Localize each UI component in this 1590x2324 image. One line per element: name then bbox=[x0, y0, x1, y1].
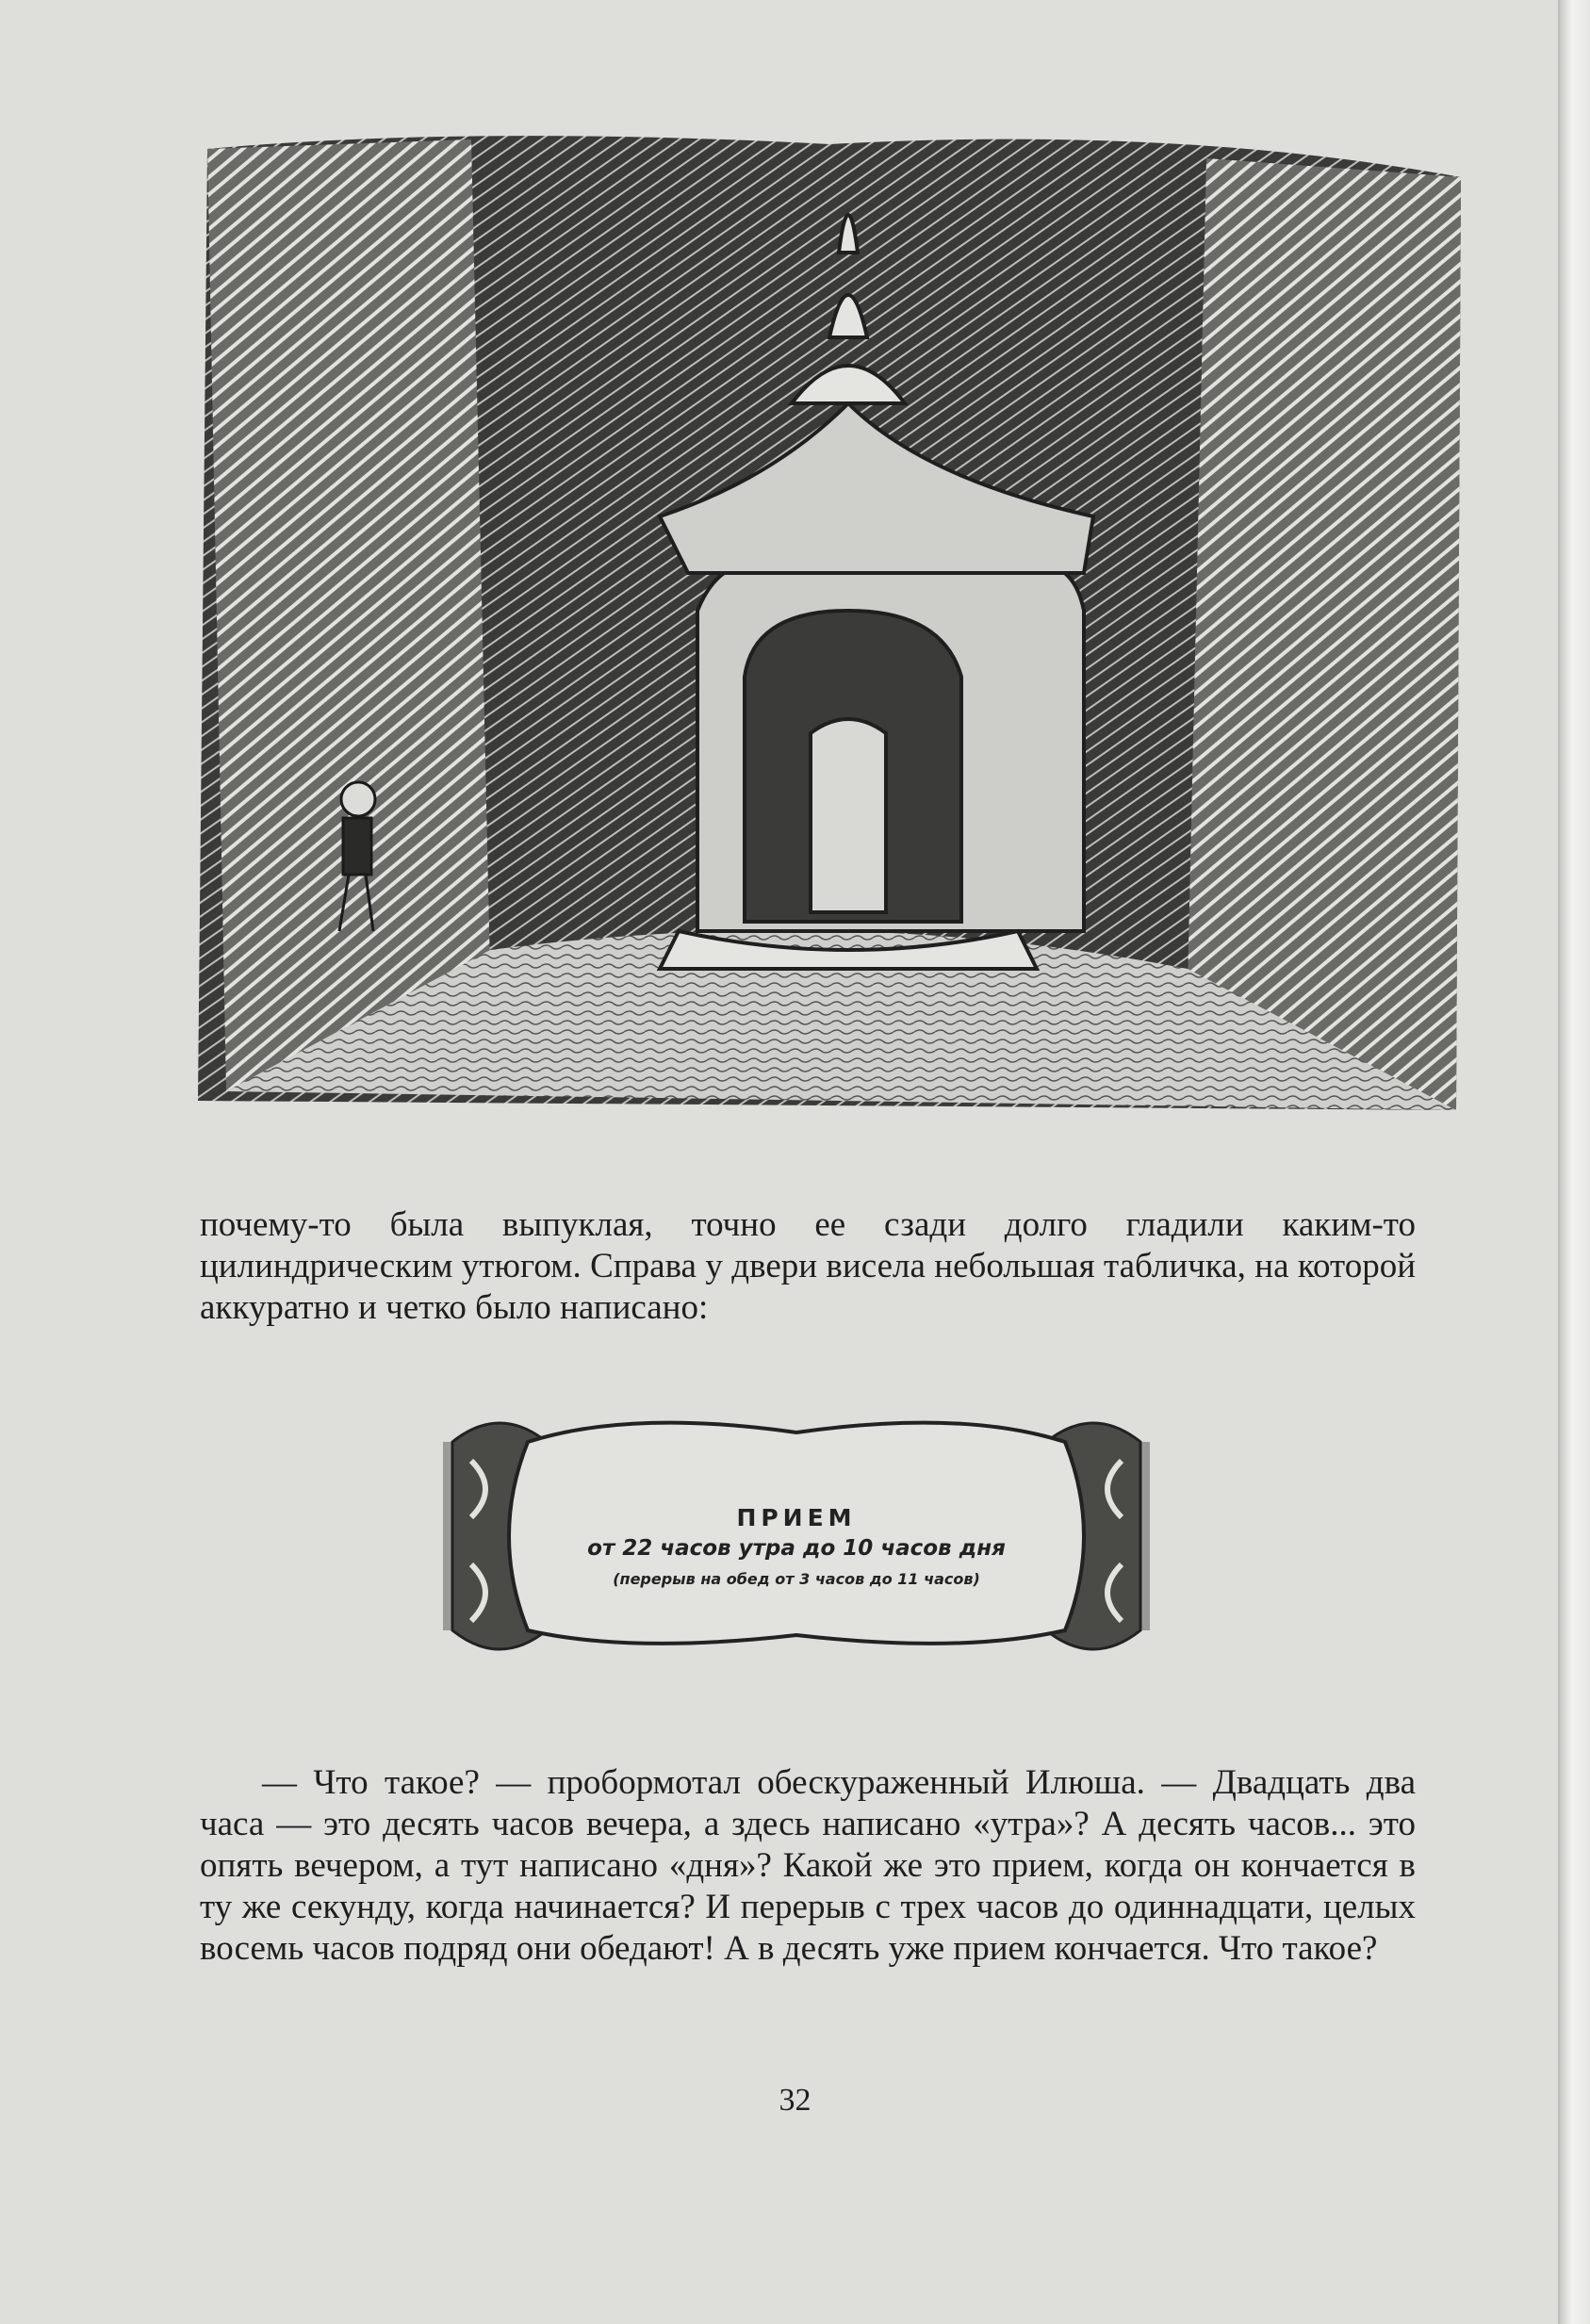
text-paragraph: почему-то была выпуклая, точно ее сзади долго гладили каким-то цилиндрическим утюгом. Справа у двери висела небольшая табличка, на которой аккуратно и четко было написано: bbox=[200, 1205, 1416, 1327]
illustration bbox=[189, 121, 1470, 1120]
page-number: 32 bbox=[779, 2083, 811, 2118]
reception-sign bbox=[443, 1404, 1150, 1668]
sign-break: (перерыв на обед от 3 часов до 11 часов) bbox=[613, 1570, 980, 1588]
page-edge bbox=[1558, 0, 1590, 2324]
sign-title: ПРИЕМ bbox=[736, 1504, 857, 1531]
sign-hours: от 22 часов утра до 10 часов дня bbox=[587, 1536, 1006, 1561]
text-paragraph: — Что такое? — пробормотал обескураженный Илюша. — Двадцать два часа — это десять часов вечера, а здесь написано «утра»? А десять часов... это опять вечером, а тут написано «дня»? Какой же это прием, когда он кончается в ту же секунду, когда начинается? И перерыв с трех часов до одиннадцати, целых восемь часов подряд они обедают! А в десять уже прием кончается. Что такое? bbox=[200, 1763, 1416, 1968]
